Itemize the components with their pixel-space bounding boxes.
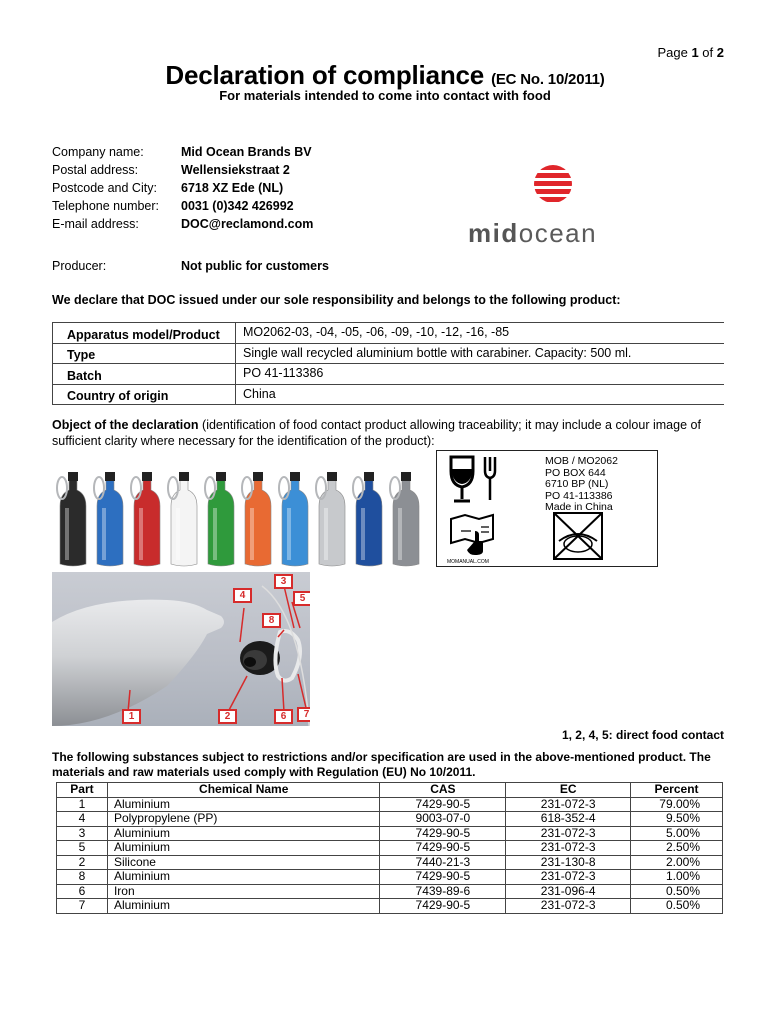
cell-cas: 7429-90-5	[380, 826, 506, 841]
cell-pct: 79.00%	[631, 797, 723, 812]
subtitle: For materials intended to come into contact with food	[219, 88, 551, 103]
table-row	[57, 826, 723, 841]
cell-part: 6	[57, 884, 108, 899]
cell-name: Polypropylene (PP)	[107, 812, 380, 827]
substances-intro: The following substances subject to restrictions and/or specification are used in the above-mentioned product. The materials and raw materials used comply with Regulation (EU) No 10/2011.	[52, 750, 711, 779]
bottle-variant	[279, 472, 308, 566]
header-chemical-name: Chemical Name	[107, 783, 380, 798]
page-title: Declaration of compliance (EC No. 10/2011)	[165, 60, 605, 90]
bottle-variant	[131, 472, 160, 566]
cell-pct: 0.50%	[631, 899, 723, 914]
bottle-variant	[242, 472, 271, 566]
cell-ec: 231-072-3	[506, 797, 631, 812]
cell-ec: 618-352-4	[506, 812, 631, 827]
cell-ec: 231-130-8	[506, 855, 631, 870]
label-line: PO 41-113386	[545, 489, 613, 502]
cell-name: Aluminium	[107, 870, 380, 885]
product-table	[52, 322, 724, 405]
label-line: Made in China	[545, 501, 613, 513]
cell-cas: 7440-21-3	[380, 855, 506, 870]
cell-cas: 7439-89-6	[380, 884, 506, 899]
table-row: Type Single wall recycled aluminium bottle with carabiner. Capacity: 500 ml.	[53, 343, 725, 364]
bottle-parts-photo	[52, 572, 310, 726]
callout-3: 3	[274, 574, 293, 589]
cell-cas: 7429-90-5	[380, 899, 506, 914]
cell-name: Iron	[107, 884, 380, 899]
cell-ec: 231-072-3	[506, 826, 631, 841]
label-line: 6710 BP (NL)	[545, 478, 609, 490]
object-description: Object of the declaration (identification of food contact product allowing traceability; it may include a colour image of sufficient clarity where necessary for the identification of the product):	[52, 418, 701, 448]
label-line: PO BOX 644	[545, 466, 606, 479]
cell-name: Aluminium	[107, 826, 380, 841]
bottle-variant	[353, 472, 382, 566]
callout-4: 4	[233, 588, 252, 603]
cell-ec: 231-072-3	[506, 870, 631, 885]
cell-part: 4	[57, 812, 108, 827]
callout-5: 5	[293, 591, 310, 606]
label-line: MOB / MO2062	[545, 455, 618, 467]
cell-name: Aluminium	[107, 797, 380, 812]
table-row	[57, 870, 723, 885]
substances-table	[56, 782, 723, 914]
package-label-image	[436, 450, 658, 567]
header-cas: CAS	[380, 783, 506, 798]
bottle-variant	[168, 472, 197, 566]
bottle-variant	[390, 472, 419, 566]
cell-ec: 231-072-3	[506, 841, 631, 856]
callout-7: 7	[297, 707, 310, 722]
header-ec: EC	[506, 783, 631, 798]
header-part: Part	[57, 783, 108, 798]
bottle-variant	[57, 472, 86, 566]
bottle-variant	[205, 472, 234, 566]
cell-pct: 9.50%	[631, 812, 723, 827]
cell-pct: 0.50%	[631, 884, 723, 899]
bottle-parts-illustration	[52, 572, 310, 726]
header-percent: Percent	[631, 783, 723, 798]
direct-contact-note: 1, 2, 4, 5: direct food contact	[561, 728, 724, 742]
regulation-reference: (EC No. 10/2011)	[491, 71, 605, 88]
cell-cas: 7429-90-5	[380, 797, 506, 812]
cell-pct: 2.00%	[631, 855, 723, 870]
table-row: Batch PO 41-113386	[53, 364, 725, 385]
bottle-variant	[316, 472, 345, 566]
table-row	[57, 841, 723, 856]
table-row	[57, 855, 723, 870]
table-row	[57, 899, 723, 914]
page-number: Page 1 of 2	[657, 45, 724, 60]
table-row: Apparatus model/Product MO2062-03, -04, -05, -06, -09, -10, -12, -16, -85	[53, 323, 725, 344]
cell-ec: 231-072-3	[506, 899, 631, 914]
cell-pct: 5.00%	[631, 826, 723, 841]
cell-ec: 231-096-4	[506, 884, 631, 899]
table-row	[57, 812, 723, 827]
package-label-text	[545, 456, 618, 514]
cell-cas: 7429-90-5	[380, 841, 506, 856]
cell-part: 1	[57, 797, 108, 812]
callout-1: 1	[122, 709, 141, 724]
table-row: Country of origin China	[53, 384, 725, 405]
callout-6: 6	[274, 709, 293, 724]
food-safe-icon	[439, 453, 543, 563]
declaration-statement: We declare that DOC issued under our sole responsibility and belongs to the following product:	[52, 293, 621, 307]
bottle-variant	[94, 472, 123, 566]
cell-name: Aluminium	[107, 841, 380, 856]
cell-cas: 9003-07-0	[380, 812, 506, 827]
cell-name: Silicone	[107, 855, 380, 870]
cell-part: 5	[57, 841, 108, 856]
midocean-logo: midocean	[468, 160, 638, 250]
package-label-footer: MOMANUAL.COM	[447, 559, 489, 565]
table-header-row	[57, 783, 723, 798]
bottle-color-variants-image	[52, 464, 432, 568]
cell-name: Aluminium	[107, 899, 380, 914]
cell-part: 7	[57, 899, 108, 914]
cell-part: 8	[57, 870, 108, 885]
table-row	[57, 797, 723, 812]
cell-part: 3	[57, 826, 108, 841]
not-microwave-safe-icon	[549, 511, 607, 561]
callout-8: 8	[262, 613, 281, 628]
cell-pct: 2.50%	[631, 841, 723, 856]
callout-2: 2	[218, 709, 237, 724]
cell-cas: 7429-90-5	[380, 870, 506, 885]
cell-part: 2	[57, 855, 108, 870]
table-row	[57, 884, 723, 899]
cell-pct: 1.00%	[631, 870, 723, 885]
